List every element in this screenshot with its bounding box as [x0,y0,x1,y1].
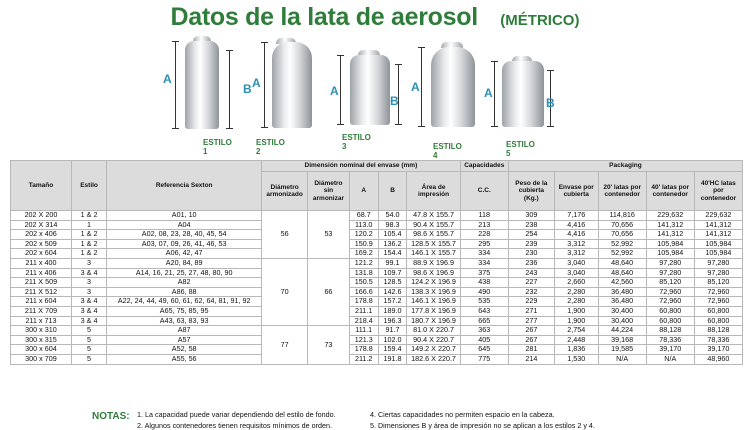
table-cell: 169.2 [349,249,378,259]
cell-unharmonized-diameter: 73 [308,326,350,364]
table-cell: 202 X 314 [11,220,72,230]
table-body [11,211,743,365]
table-cell: 229,632 [694,211,742,221]
dim-a-label: A [484,86,493,100]
table-row [11,345,743,355]
table-cell: 1 & 2 [71,230,106,240]
table-cell: 177.8 X 196.9 [407,306,460,316]
table-cell: A43, 63, 83, 93 [107,316,262,326]
table-cell: 121.2 [349,258,378,268]
table-cell: 141,312 [694,230,742,240]
table-cell: 3 [71,287,106,297]
table-row [11,230,743,240]
table-cell: 211 X 509 [11,278,72,288]
table-cell: 105,984 [694,239,742,249]
table-cell: 300 x 709 [11,354,72,364]
table-cell: 230 [508,249,554,259]
cell-harmonized-diameter: 77 [262,326,308,364]
table-cell: 3 & 4 [71,268,106,278]
table-cell: 149.2 X 220.7 [407,345,460,355]
table-cell: 7,176 [554,211,598,221]
table-cell: 72,960 [694,297,742,307]
column-header: Peso de la cubierta (Kg.) [508,172,554,211]
table-cell: 1,836 [554,345,598,355]
table-cell: 1,900 [554,316,598,326]
table-cell: 60,800 [646,316,694,326]
table-cell: 254 [508,230,554,240]
table-cell: 60,800 [694,306,742,316]
table-cell: 2,280 [554,287,598,297]
table-cell: 438 [460,278,508,288]
table-cell: 105,984 [694,249,742,259]
cell-harmonized-diameter: 56 [262,211,308,259]
table-cell: 146.1 X 155.7 [407,249,460,259]
table-cell: 211 x 400 [11,258,72,268]
table-cell: 1 [71,220,106,230]
note-item: 1. La capacidad puede variar dependiendo del estilo de fondo. [137,410,336,419]
style-label: ESTILO 2 [256,138,285,156]
table-cell: 68.7 [349,211,378,221]
note-item: 4. Ciertas capacidades no permiten espacio en la cabeza. [370,410,555,419]
table-row [11,354,743,364]
table-cell: 211.2 [349,354,378,364]
table-cell: 1 & 2 [71,239,106,249]
dim-b-label: B [390,94,399,108]
table-cell: 4,416 [554,220,598,230]
table-cell: 48,640 [598,258,646,268]
table-cell: 5 [71,345,106,355]
column-header: Estilo [71,161,106,211]
table-cell: 5 [71,326,106,336]
dim-a-label: A [252,76,261,90]
table-cell: 105,984 [646,249,694,259]
table-cell: 300 x 604 [11,345,72,355]
table-cell: 97,280 [646,258,694,268]
table-cell: A82 [107,278,262,288]
table-cell: 97,280 [694,258,742,268]
table-cell: 229,632 [646,211,694,221]
table-cell: 109.7 [378,268,407,278]
table-cell: 4,416 [554,230,598,240]
table-cell: 267 [508,326,554,336]
table-cell: 309 [508,211,554,221]
table-cell: 78,336 [694,335,742,345]
table-cell: 47.8 X 155.7 [407,211,460,221]
column-header: 20' latas por contenedor [598,172,646,211]
table-cell: A57 [107,335,262,345]
cell-harmonized-diameter: 70 [262,258,308,325]
table-row [11,258,743,268]
table-cell: 3 [71,258,106,268]
table-row [11,297,743,307]
style-label: ESTILO 5 [506,140,535,158]
table-cell: 124.2 X 196.9 [407,278,460,288]
style-label: ESTILO 4 [433,142,462,160]
table-cell: 3 & 4 [71,306,106,316]
table-cell: 166.6 [349,287,378,297]
table-cell: 178.8 [349,297,378,307]
table-cell: 202 x 406 [11,230,72,240]
table-cell: 39,170 [694,345,742,355]
table-cell: 60,800 [646,306,694,316]
table-cell: 189.0 [378,306,407,316]
dim-a-label: A [330,84,339,98]
table-cell: 202 x 509 [11,239,72,249]
table-cell: 141,312 [694,220,742,230]
table-cell: 334 [460,249,508,259]
table-cell: 81.0 X 220.7 [407,326,460,336]
table-cell: 295 [460,239,508,249]
table-cell: 490 [460,287,508,297]
table-cell: 211 x 406 [11,268,72,278]
table-cell: A02, 08, 23, 28, 40, 45, 54 [107,230,262,240]
table-cell: 3,040 [554,268,598,278]
table-cell: 191.8 [378,354,407,364]
table-cell: 88,128 [646,326,694,336]
table-cell: 228 [460,230,508,240]
table-cell: 36,480 [598,297,646,307]
table-cell: 535 [460,297,508,307]
group-header-dimension: Dimensión nominal del envase (mm) [262,161,461,172]
table-cell: 114,816 [598,211,646,221]
table-cell: 2,660 [554,278,598,288]
table-row [11,306,743,316]
table-cell: 91.7 [378,326,407,336]
table-cell: 136.2 [378,239,407,249]
table-cell: 334 [460,258,508,268]
table-cell: A55, 56 [107,354,262,364]
table-cell: 48,640 [598,268,646,278]
table-cell: 97,280 [694,268,742,278]
table-cell: 3,312 [554,249,598,259]
table-cell: A87 [107,326,262,336]
dim-a-label: A [411,80,420,94]
table-cell: 118 [460,211,508,221]
table-cell: 236 [508,258,554,268]
table-cell: 48,960 [694,354,742,364]
cell-unharmonized-diameter: 66 [308,258,350,325]
table-cell: 72,960 [646,297,694,307]
table-cell: 128.5 [378,278,407,288]
table-cell: 88,128 [694,326,742,336]
table-cell: 2,754 [554,326,598,336]
table-cell: 113.0 [349,220,378,230]
table-cell: 85,120 [646,278,694,288]
table-cell: A52, 58 [107,345,262,355]
table-cell: 131.8 [349,268,378,278]
notes-label: NOTAS: [92,411,130,422]
table-cell: 211 x 713 [11,316,72,326]
table-cell: 159.4 [378,345,407,355]
table-cell: 202 x 604 [11,249,72,259]
column-header: 40'HC latas por contenedor [694,172,742,211]
column-header: 40' latas por contenedor [646,172,694,211]
table-cell: A04 [107,220,262,230]
table-cell: 3,312 [554,239,598,249]
column-header: Tamaño [11,161,72,211]
table-cell: 120.2 [349,230,378,240]
table-cell: 277 [508,316,554,326]
group-header-capacity: Capacidades [460,161,508,172]
table-cell: 85,120 [694,278,742,288]
table-cell: A01, 10 [107,211,262,221]
table-cell: 202 X 200 [11,211,72,221]
table-cell: 211 X 709 [11,306,72,316]
column-header: Diámetro sin armonizar [308,172,350,211]
unit-label: (MÉTRICO) [500,12,580,29]
table-cell: 1,900 [554,306,598,316]
table-cell: 39,170 [646,345,694,355]
table-cell: 227 [508,278,554,288]
table-cell: 105.4 [378,230,407,240]
table-row [11,326,743,336]
table-cell: 121.3 [349,335,378,345]
table-cell: 645 [460,345,508,355]
table-cell: 30,400 [598,316,646,326]
table-cell: 99.1 [378,258,407,268]
table-cell: 300 x 310 [11,326,72,336]
table-cell: 97,280 [646,268,694,278]
table-cell: 239 [508,239,554,249]
table-cell: 218.4 [349,316,378,326]
table-cell: 281 [508,345,554,355]
table-cell: 2,280 [554,297,598,307]
table-cell: 5 [71,335,106,345]
table-cell: A14, 16, 21, 25, 27, 48, 80, 90 [107,268,262,278]
table-cell: 1 & 2 [71,249,106,259]
table-cell: 2,448 [554,335,598,345]
table-cell: 39,168 [598,335,646,345]
column-header: Envase por cubierta [554,172,598,211]
table-cell: 3 & 4 [71,297,106,307]
table-cell: 105,984 [646,239,694,249]
table-cell: 238 [508,220,554,230]
table-cell: 229 [508,297,554,307]
dim-a-label: A [163,72,172,86]
table-cell: 211 X 512 [11,287,72,297]
table-cell: 211.1 [349,306,378,316]
table-cell: A03, 07, 09, 26, 41, 46, 53 [107,239,262,249]
table-cell: 141,312 [646,230,694,240]
column-header: Área de impresión [407,172,460,211]
table-cell: 36,480 [598,287,646,297]
table-cell: 665 [460,316,508,326]
style-label: ESTILO 3 [342,133,371,151]
table-cell: 72,960 [694,287,742,297]
column-header: Diámetro armonizado [262,172,308,211]
table-cell: 98.6 X 155.7 [407,230,460,240]
table-cell: 128.5 X 155.7 [407,239,460,249]
style-label: ESTILO 1 [203,138,232,156]
table-cell: 52,992 [598,249,646,259]
table-cell: 98.3 [378,220,407,230]
table-cell: 267 [508,335,554,345]
note-item: 2. Algunos contenedores tienen requisitos mínimos de orden. [137,421,332,430]
table-cell: 211 x 604 [11,297,72,307]
table-cell: A06, 42, 47 [107,249,262,259]
table-cell: 178.8 [349,345,378,355]
table-cell: 78,336 [646,335,694,345]
table-cell: 182.6 X 220.7 [407,354,460,364]
table-cell: 154.4 [378,249,407,259]
table-cell: 180.7 X 196.9 [407,316,460,326]
table-cell: 60,800 [694,316,742,326]
column-header: Referencia Sexton [107,161,262,211]
table-cell: 142.6 [378,287,407,297]
table-cell: 44,224 [598,326,646,336]
table-cell: 150.9 [349,239,378,249]
table-cell: A22, 24, 44, 49, 60, 61, 62, 64, 81, 91, 92 [107,297,262,307]
table-cell: 243 [508,268,554,278]
table-cell: 405 [460,335,508,345]
column-header: C.C. [460,172,508,211]
column-header: A [349,172,378,211]
table-cell: 150.5 [349,278,378,288]
dim-b-label: B [243,82,252,96]
table-cell: 375 [460,268,508,278]
note-item: 5. Dimensiones B y área de impresión no se aplican a los estilos 2 y 4. [370,421,595,430]
dim-b-label: B [546,96,555,110]
table-cell: 111.1 [349,326,378,336]
table-row [11,278,743,288]
table-cell: 3,040 [554,258,598,268]
table-cell: 30,400 [598,306,646,316]
table-cell: 138.3 X 196.9 [407,287,460,297]
table-cell: 19,585 [598,345,646,355]
table-cell: 363 [460,326,508,336]
table-cell: 3 [71,278,106,288]
table-cell: 88.9 X 196.9 [407,258,460,268]
table-row [11,211,743,221]
table-cell: 214 [508,354,554,364]
table-cell: 300 x 315 [11,335,72,345]
table-cell: 72,960 [646,287,694,297]
table-cell: 54.0 [378,211,407,221]
table-cell: 52,992 [598,239,646,249]
table-cell: 196.3 [378,316,407,326]
table-cell: 141,312 [646,220,694,230]
table-cell: 232 [508,287,554,297]
table-cell: 70,656 [598,230,646,240]
table-cell: N/A [646,354,694,364]
page-title [0,3,750,32]
table-cell: 1 & 2 [71,211,106,221]
table-cell: 271 [508,306,554,316]
table-cell: 5 [71,354,106,364]
table-cell: 3 & 4 [71,316,106,326]
table-cell: 1,530 [554,354,598,364]
table-cell: 775 [460,354,508,364]
table-cell: 90.4 X 220.7 [407,335,460,345]
table-cell: 157.2 [378,297,407,307]
table-cell: A86, 88 [107,287,262,297]
title-text: Datos de la lata de aerosol [170,3,478,31]
table-cell: A20, 84, 89 [107,258,262,268]
table-cell: A65, 75, 85, 95 [107,306,262,316]
table-cell: 98.6 X 196.9 [407,268,460,278]
cell-unharmonized-diameter: 53 [308,211,350,259]
table-cell: 90.4 X 155.7 [407,220,460,230]
column-header: B [378,172,407,211]
table-cell: 213 [460,220,508,230]
table-cell: N/A [598,354,646,364]
can-styles-illustration [0,36,750,160]
table-cell: 643 [460,306,508,316]
table-cell: 102.0 [378,335,407,345]
table-cell: 42,560 [598,278,646,288]
group-header-packaging: Packaging [508,161,742,172]
table-cell: 146.1 X 196.9 [407,297,460,307]
aerosol-can-data-table [10,160,743,365]
table-cell: 70,656 [598,220,646,230]
